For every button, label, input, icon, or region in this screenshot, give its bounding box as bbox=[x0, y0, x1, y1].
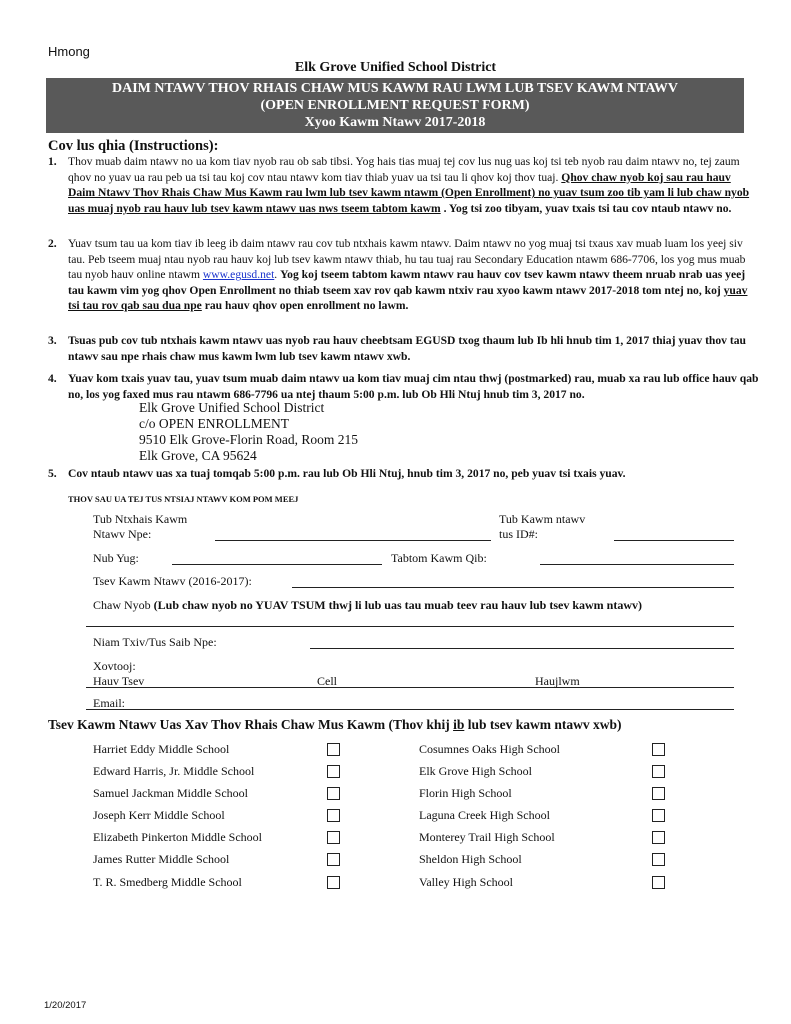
school-choice-title-b: lub tsev kawm ntawv xwb) bbox=[464, 717, 622, 732]
footer-date: 1/20/2017 bbox=[44, 1000, 87, 1011]
phone-work-label: Haujlwm bbox=[535, 674, 580, 688]
instruction-text: Tsuas pub cov tub ntxhais kawm ntawv uas nyob rau hauv cheebtsam EGUSD txog thaum lub Ib hli hnub tim 1, 2017 thiaj yuav thov tau ntawv sau npe rhais chaw mus kawm lwm lub tsev kawm ntawv xwb. bbox=[68, 334, 746, 363]
instruction-text bbox=[68, 154, 760, 216]
phone-label: Xovtooj: bbox=[93, 659, 136, 673]
student-id-label-line2: tus ID#: bbox=[499, 527, 538, 541]
student-id-label bbox=[499, 512, 585, 542]
phone-home-label: Hauv Tsev bbox=[93, 674, 145, 688]
instruction-5 bbox=[48, 466, 760, 482]
student-name-label bbox=[93, 512, 187, 542]
instruction-3 bbox=[48, 333, 760, 364]
school-choice-title-a: Tsev Kawm Ntawv Uas Xav Thov Rhais Chaw Mus Kawm (Thov khij bbox=[48, 717, 454, 732]
egusd-link[interactable]: www.egusd.net bbox=[202, 268, 275, 282]
checkbox-high-1[interactable] bbox=[652, 743, 665, 756]
current-school-label: Tsev Kawm Ntawv (2016-2017): bbox=[93, 574, 252, 588]
school-option-middle-5: Elizabeth Pinkerton Middle School bbox=[93, 830, 262, 844]
school-option-middle-4: Joseph Kerr Middle School bbox=[93, 808, 225, 822]
phone-cell-label: Cell bbox=[317, 674, 337, 688]
school-option-high-2: Elk Grove High School bbox=[419, 764, 532, 778]
address-line: Elk Grove Unified School District bbox=[139, 400, 325, 415]
instruction-4 bbox=[48, 371, 760, 402]
checkbox-middle-5[interactable] bbox=[327, 831, 340, 844]
birthdate-label: Nub Yug: bbox=[93, 551, 139, 565]
checkbox-high-6[interactable] bbox=[652, 853, 665, 866]
student-id-field[interactable] bbox=[614, 540, 734, 541]
instruction-2-part1: Yuav tsum tau ua kom tiav ib leeg ib daim ntawv rau cov tub ntxhais kawm ntawv. Daim ntawv no yog muaj tsi txaus xav muab luam los yeej siv tau. Peb tseem muaj ntau nyob rau hauv koj lub tsev kawm ntawv thiab, hu tau tuaj rau Secondary Education ntawm 686-7706, los yog mus muab tau nyob hauv online ntawm bbox=[68, 237, 746, 282]
checkbox-high-3[interactable] bbox=[652, 787, 665, 800]
instruction-number: 2. bbox=[48, 237, 57, 250]
checkbox-high-2[interactable] bbox=[652, 765, 665, 778]
school-option-high-5: Monterey Trail High School bbox=[419, 830, 555, 844]
school-option-high-3: Florin High School bbox=[419, 786, 512, 800]
checkbox-middle-3[interactable] bbox=[327, 787, 340, 800]
checkbox-middle-4[interactable] bbox=[327, 809, 340, 822]
title-banner bbox=[46, 78, 744, 133]
checkbox-high-5[interactable] bbox=[652, 831, 665, 844]
school-option-high-6: Sheldon High School bbox=[419, 852, 522, 866]
instruction-number: 3. bbox=[48, 334, 57, 347]
instruction-1 bbox=[48, 154, 760, 216]
student-id-label-line1: Tub Kawm ntawv bbox=[499, 512, 586, 526]
address-line: 9510 Elk Grove-Florin Road, Room 215 bbox=[139, 432, 358, 447]
instruction-text: Yuav kom txais yuav tau, yuav tsum muab daim ntawv ua kom tiav muaj cim ntau thwj (postmarked) rau, muab xa rau lub office hauv qab no, los yog faxed mus rau ntawm 686-7796 ua ntej thaum 5:00 p.m. lub Ob Hli Ntuj hnub tim 3, 2017 no. bbox=[68, 372, 759, 401]
instruction-2-part2: . bbox=[274, 268, 281, 282]
address-note: (Lub chaw nyob no YUAV TSUM thwj li lub uas tau muab teev rau hauv lub tsev kawm ntawv) bbox=[153, 598, 642, 612]
student-name-label-line2: Ntawv Npe: bbox=[93, 527, 152, 541]
school-year: Xyoo Kawm Ntawv 2017-2018 bbox=[304, 115, 486, 130]
address-line: c/o OPEN ENROLLMENT bbox=[139, 416, 289, 431]
instruction-number: 1. bbox=[48, 155, 57, 168]
email-label: Email: bbox=[93, 696, 125, 710]
checkbox-high-4[interactable] bbox=[652, 809, 665, 822]
language-label: Hmong bbox=[48, 44, 90, 59]
instruction-text bbox=[68, 236, 760, 314]
mailing-address bbox=[139, 400, 358, 464]
birthdate-field[interactable] bbox=[172, 564, 382, 565]
parent-name-label: Niam Txiv/Tus Saib Npe: bbox=[93, 635, 217, 649]
instructions-title: Cov lus qhia (Instructions): bbox=[48, 138, 219, 154]
instruction-2-part5: rau hauv qhov open enrollment no lawm. bbox=[201, 299, 409, 313]
address-line: Elk Grove, CA 95624 bbox=[139, 448, 257, 463]
school-option-high-1: Cosumnes Oaks High School bbox=[419, 742, 560, 756]
grade-field[interactable] bbox=[540, 564, 734, 565]
school-option-middle-2: Edward Harris, Jr. Middle School bbox=[93, 764, 255, 778]
form-title: DAIM NTAWV THOV RHAIS CHAW MUS KAWM RAU LWM LUB TSEV KAWM NTAWV bbox=[111, 81, 679, 96]
school-option-middle-7: T. R. Smedberg Middle School bbox=[93, 875, 242, 889]
checkbox-middle-2[interactable] bbox=[327, 765, 340, 778]
school-choice-title-one: ib bbox=[453, 717, 465, 732]
school-option-middle-6: James Rutter Middle School bbox=[93, 852, 230, 866]
instruction-number: 5. bbox=[48, 467, 57, 480]
instruction-text: Cov ntaub ntawv uas xa tuaj tomqab 5:00 p.m. rau lub Ob Hli Ntuj, hnub tim 3, 2017 no, peb yuav tsi txais yuav. bbox=[68, 467, 626, 480]
checkbox-middle-7[interactable] bbox=[327, 876, 340, 889]
student-name-field[interactable] bbox=[215, 540, 491, 541]
school-option-high-4: Laguna Creek High School bbox=[419, 808, 550, 822]
checkbox-middle-6[interactable] bbox=[327, 853, 340, 866]
school-option-middle-3: Samuel Jackman Middle School bbox=[93, 786, 248, 800]
address-label-text: Chaw Nyob bbox=[93, 598, 154, 612]
school-option-high-7: Valley High School bbox=[419, 875, 513, 889]
grade-label: Tabtom Kawm Qib: bbox=[391, 551, 487, 565]
phone-field[interactable] bbox=[86, 687, 734, 688]
form-title-english: (OPEN ENROLLMENT REQUEST FORM) bbox=[260, 98, 530, 113]
school-choice-title bbox=[48, 717, 621, 733]
instruction-2-part3: Yog koj tseem tabtom kawm ntawv rau hauv cov tsev kawm ntawv theem nruab nrab uas yeej tau kawm vim yog qhov Open Enrollment no thiab tseem xav rov qab kawm ntxiv rau xyoo kawm ntawv 2017-2018 tom ntej no, koj bbox=[68, 268, 746, 297]
address-field[interactable] bbox=[86, 626, 734, 627]
parent-name-field[interactable] bbox=[310, 648, 734, 649]
school-option-middle-1: Harriet Eddy Middle School bbox=[93, 742, 230, 756]
instruction-2 bbox=[48, 236, 760, 314]
checkbox-middle-1[interactable] bbox=[327, 743, 340, 756]
current-school-field[interactable] bbox=[292, 587, 734, 588]
instruction-1-part3: . Yog tsi zoo tibyam, yuav txais tsi tau cov ntaub ntawv no. bbox=[440, 201, 732, 215]
address-label bbox=[93, 598, 642, 613]
instruction-2-part4: yuav tsi tau rov qab sau dua npe bbox=[68, 283, 748, 313]
email-field[interactable] bbox=[86, 709, 734, 710]
student-name-label-line1: Tub Ntxhais Kawm bbox=[93, 512, 188, 526]
print-clearly-note: THOV SAU UA TEJ TUS NTSIAJ NTAWV KOM POM MEEJ bbox=[68, 494, 299, 504]
instruction-1-address-warning: Qhov chaw nyob koj sau rau hauv Daim Ntawv Thov Rhais Chaw Mus Kawm rau lwm lub tsev kawm ntawm (Open Enrollment) no yuav tsum zoo tib yam li lub chaw nyob uas muaj nyob rau hauv lub tsev kawm ntawv uas nws tseem tabtom kawm bbox=[68, 170, 750, 215]
instruction-number: 4. bbox=[48, 372, 57, 385]
district-name: Elk Grove Unified School District bbox=[294, 60, 497, 75]
checkbox-high-7[interactable] bbox=[652, 876, 665, 889]
instruction-1-part1: Thov muab daim ntawv no ua kom tiav nyob rau ob sab tibsi. Yog hais tias muaj tej cov lus nug uas koj tsi teb nyob rau daim ntawv no, tej zaum qhov no yuav ua rau peb ua tsi tau koj cov ntau ntawv kom tiav thiab yuav ua tsi tau li qhov koj thov tuaj. bbox=[68, 155, 740, 184]
